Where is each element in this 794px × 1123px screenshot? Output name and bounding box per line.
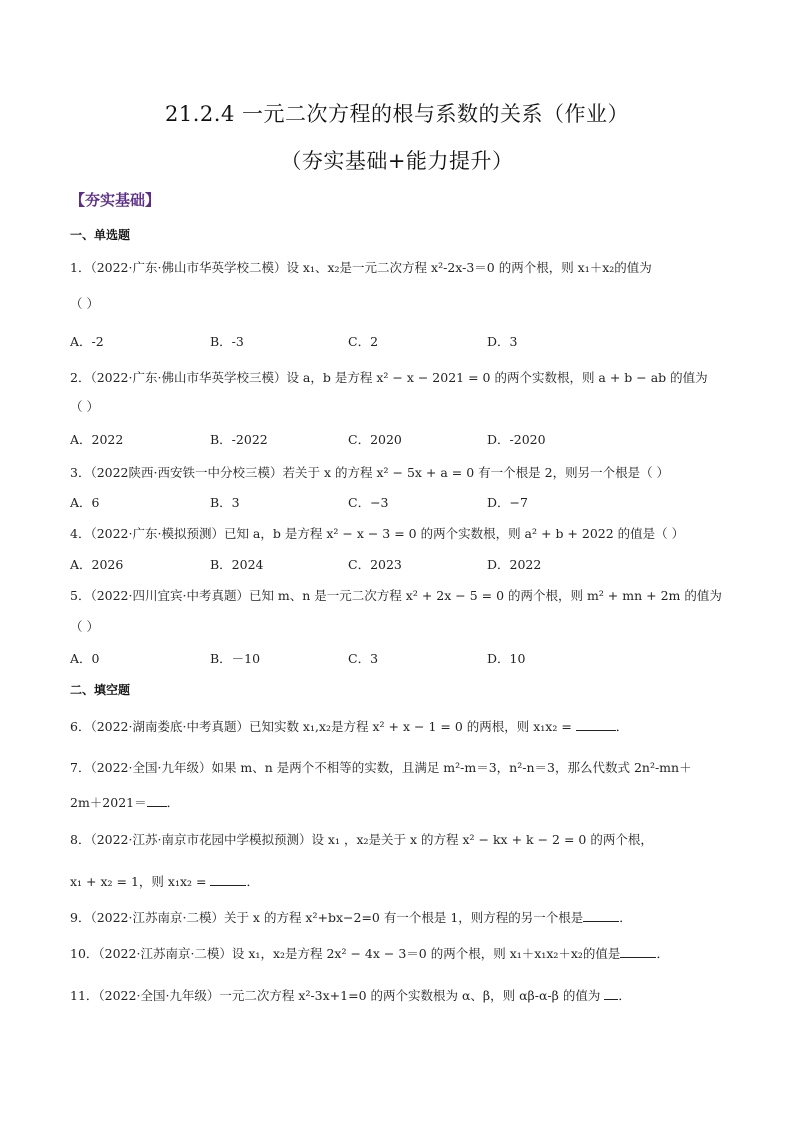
q8-line1: 8．（2022·江苏·南京市花园中学模拟预测）设 x₁ ，x₂是关于 x 的方程 x² − kx + k − 2 = 0 的两个根，: [70, 832, 653, 847]
q1-option-b: B．-3: [210, 334, 244, 349]
q2-option-c: C．2020: [348, 432, 402, 447]
q3-option-a: A．6: [70, 495, 100, 510]
q8-line2: [70, 872, 259, 890]
q9-text: 9．（2022·江苏南京·二模）关于 x 的方程 x²+bx−2=0 有一个根是 1，则方程的另一个根是: [70, 910, 584, 925]
q5-paren: （ ）: [70, 619, 99, 634]
q4-text: 4．（2022·广东·模拟预测）已知 a，b 是方程 x² − x − 3 = 0 的两个实数根，则 a² + b + 2022 的值是（ ）: [70, 526, 685, 541]
q2-option-a: A．2022: [70, 432, 124, 447]
q4-option-b: B．2024: [210, 557, 264, 572]
q10-answer-blank[interactable]: [620, 945, 656, 958]
q10-line: [70, 944, 669, 962]
q1-option-d: D．3: [487, 334, 518, 349]
q11-end: ．: [618, 988, 631, 1003]
q3-text: 3．（2022陕西·西安铁一中分校三模）若关于 x 的方程 x² − 5x + a = 0 有一个根是 2，则另一个根是（ ）: [70, 465, 670, 480]
q10-end: ．: [656, 946, 669, 961]
q11-line: [70, 986, 631, 1004]
q3-option-b: B．3: [210, 495, 240, 510]
q5-option-c: C．3: [348, 651, 379, 666]
q4-option-d: D．2022: [487, 557, 542, 572]
q7-line2: [70, 793, 179, 811]
q7-line1: 7．（2022·全国·九年级）如果 m、n 是两个不相等的实数，且满足 m²-m＝3，n²-n＝3，那么代数式 2n²-mn＋: [70, 760, 692, 775]
q3-option-c: C．−3: [348, 495, 389, 510]
q9-answer-blank[interactable]: [583, 909, 619, 922]
q6-line: [70, 717, 628, 735]
q1-option-a: A．-2: [70, 334, 104, 349]
q1-text: 1．（2022·广东·佛山市华英学校二模）设 x₁、x₂是一元二次方程 x²-2x-3＝0 的两个根，则 x₁＋x₂的值为: [70, 260, 652, 275]
q5-option-a: A．0: [70, 651, 100, 666]
page-subtitle: （夯实基础+能力提升）: [280, 149, 514, 173]
q7-end: ．: [166, 795, 180, 810]
q8-end: ．: [246, 874, 259, 889]
q5-option-b: B．－10: [210, 651, 261, 666]
q10-text: 10．（2022·江苏南京·二模）设 x₁，x₂是方程 2x² − 4x − 3＝0 的两个根，则 x₁＋x₁x₂＋x₂的值是: [70, 946, 621, 961]
part2-heading: 二、填空题: [70, 683, 131, 697]
q11-answer-blank[interactable]: [604, 987, 618, 1000]
q5-option-d: D．10: [487, 651, 526, 666]
q4-option-a: A．2026: [70, 557, 124, 572]
q2-paren: （ ）: [70, 399, 99, 414]
section-label: 【夯实基础】: [70, 191, 161, 209]
q1-paren: （ ）: [70, 296, 99, 311]
q7-answer-blank[interactable]: [147, 794, 167, 807]
part1-heading: 一、单选题: [70, 228, 131, 242]
q8-answer-blank[interactable]: [210, 873, 246, 886]
q3-option-d: D．−7: [487, 495, 528, 510]
q1-option-c: C．2: [348, 334, 379, 349]
q9-end: ．: [619, 910, 632, 925]
q4-option-c: C．2023: [348, 557, 402, 572]
q2-option-d: D．-2020: [487, 432, 546, 447]
q2-text: 2．（2022·广东·佛山市华英学校三模）设 a，b 是方程 x² − x − 2021 = 0 的两个实数根，则 a + b − ab 的值为: [70, 370, 708, 385]
q7-text-line2: 2m＋2021＝: [70, 795, 147, 810]
q11-text: 11．（2022·全国·九年级）一元二次方程 x²-3x+1=0 的两个实数根为 α、β，则 αβ-α-β 的值为: [70, 988, 605, 1003]
q6-end: ．: [615, 719, 629, 734]
page-title: 21.2.4 一元二次方程的根与系数的关系（作业）: [165, 102, 629, 126]
q9-line: [70, 908, 632, 926]
q8-text-line2: x₁ + x₂ = 1，则 x₁x₂ =: [70, 874, 211, 889]
q2-option-b: B．-2022: [210, 432, 268, 447]
q6-answer-blank[interactable]: [576, 718, 616, 731]
q5-text: 5．（2022·四川宜宾·中考真题）已知 m、n 是一元二次方程 x² + 2x − 5 = 0 的两个根，则 m² + mn + 2m 的值为: [70, 588, 722, 603]
q6-text: 6．（2022·湖南娄底·中考真题）已知实数 x₁,x₂是方程 x² + x − 1 = 0 的两根，则 x₁x₂ =: [70, 719, 576, 734]
